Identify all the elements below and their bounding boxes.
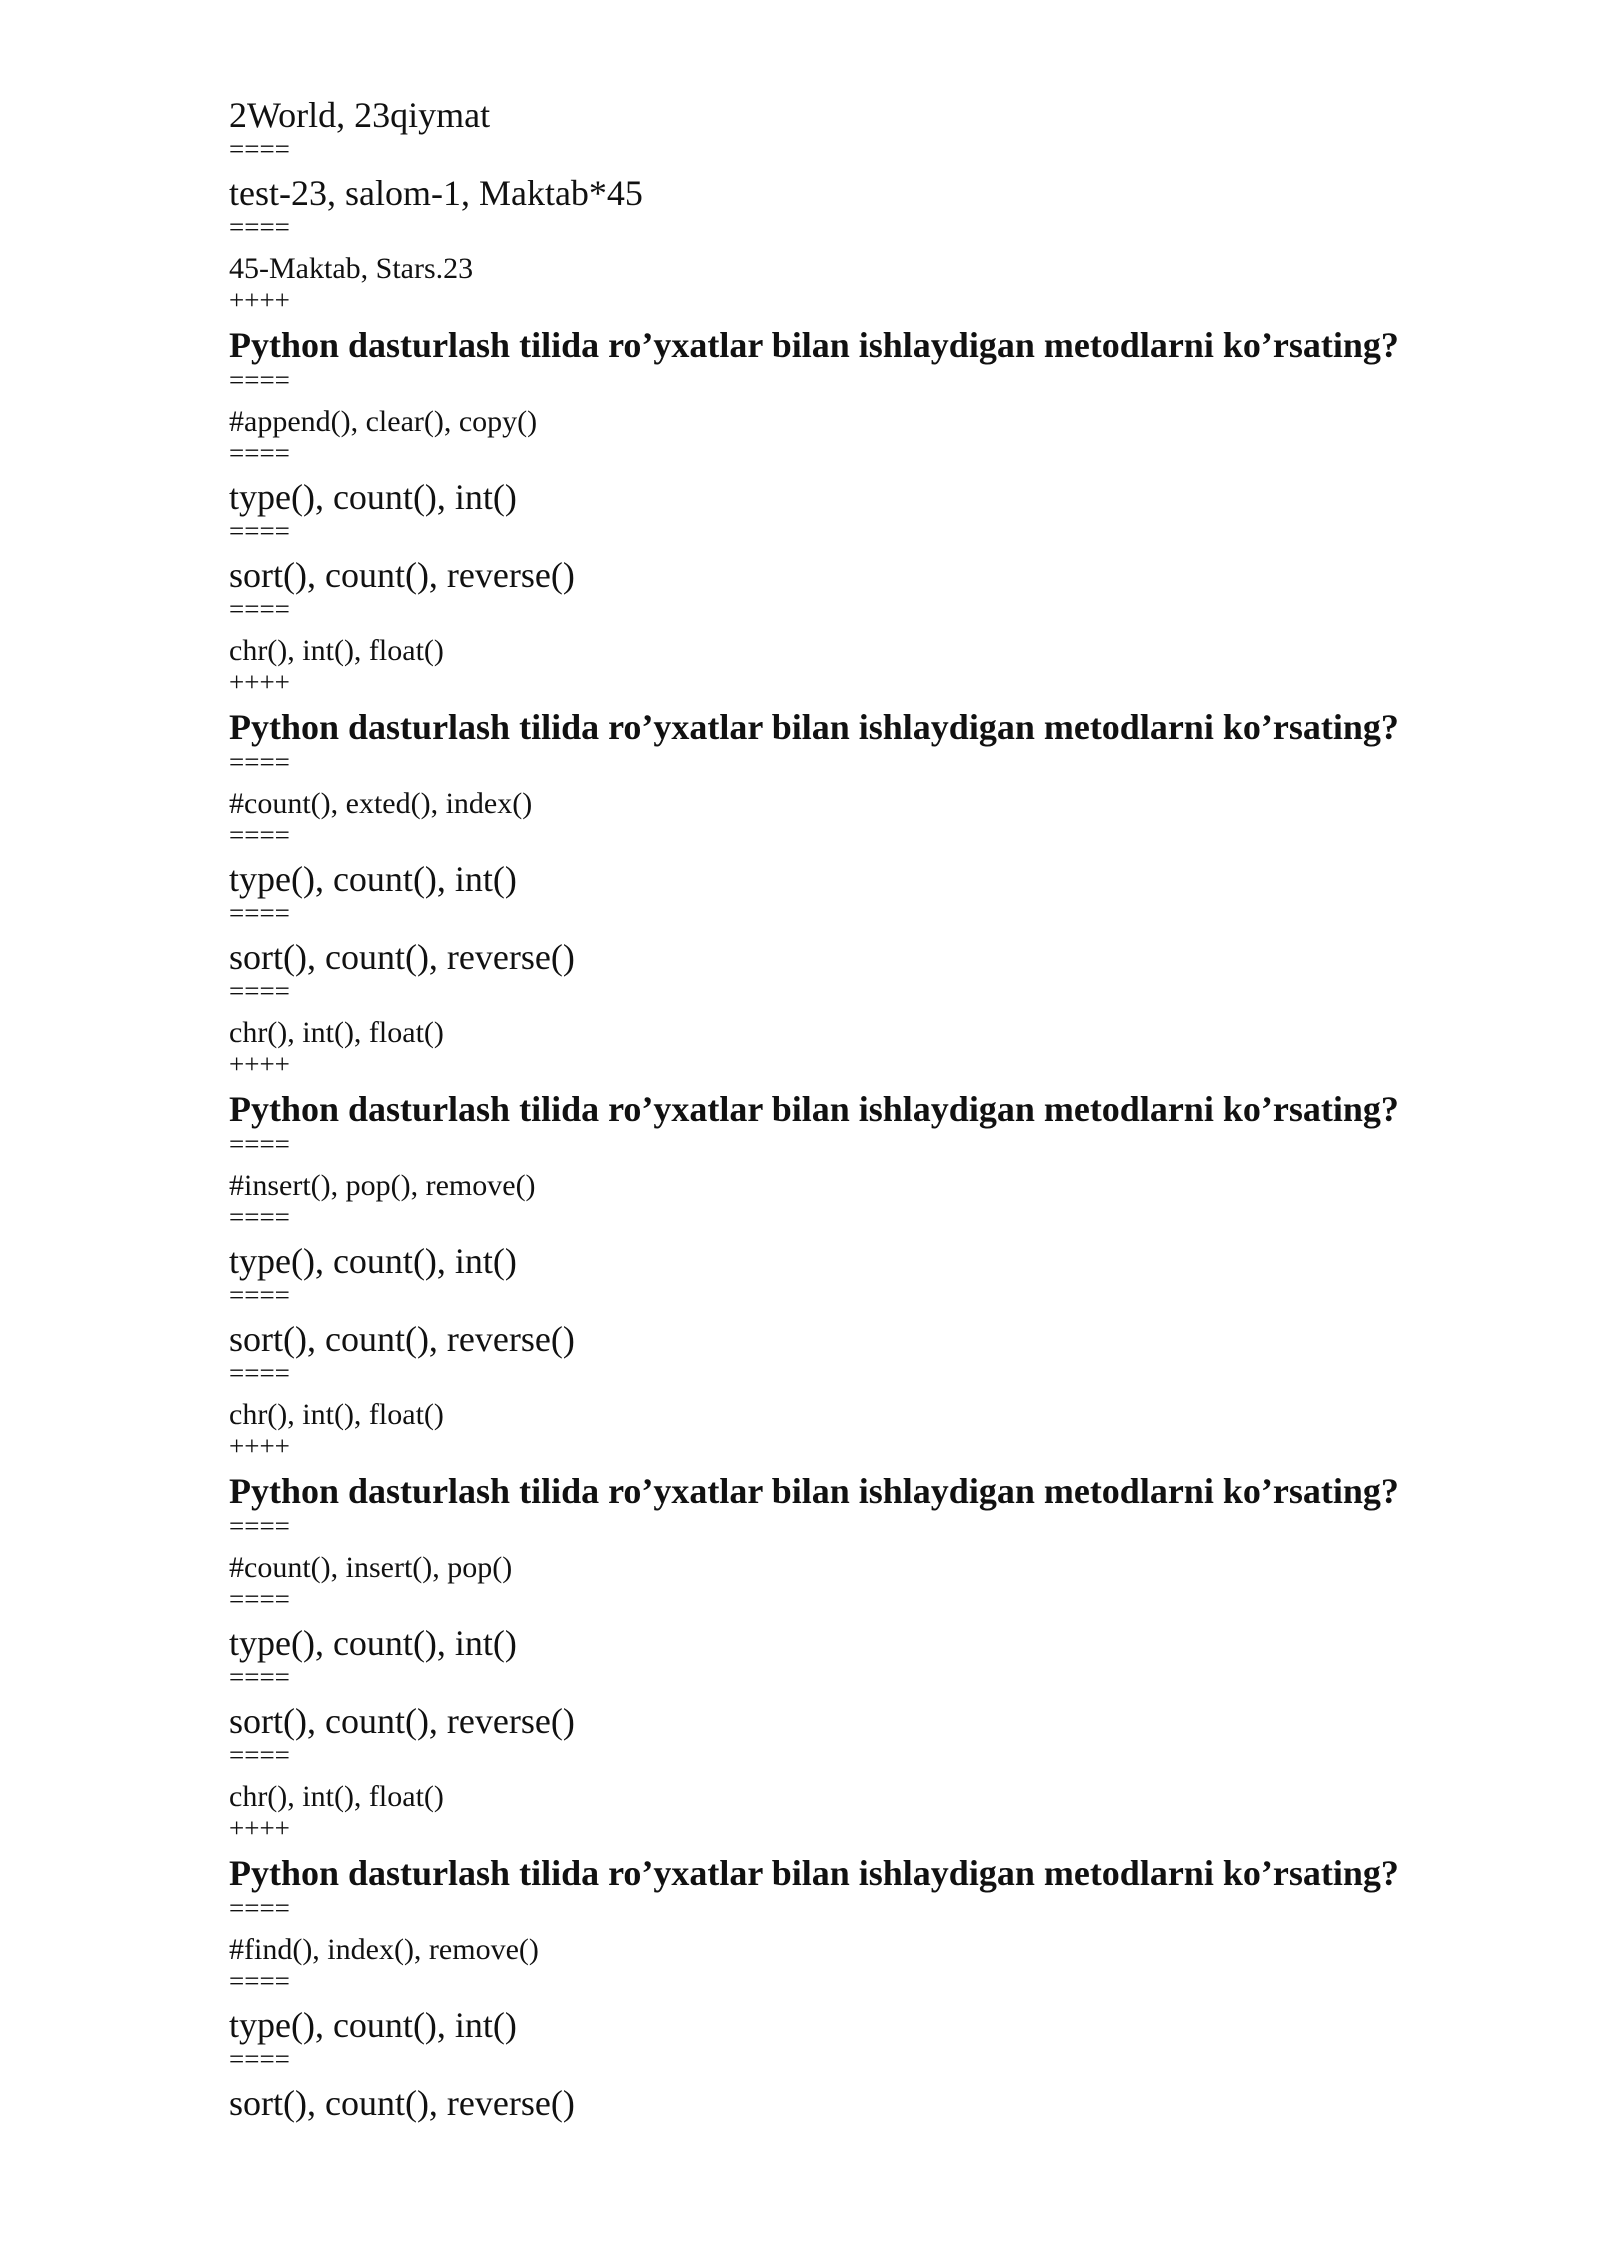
- question-text: Python dasturlash tilida ro’yxatlar bilan ishlaydigan metodlarni ko’rsating?: [229, 1089, 1399, 1129]
- question-text: Python dasturlash tilida ro’yxatlar bilan ishlaydigan metodlarni ko’rsating?: [229, 325, 1399, 365]
- answer-option-text: type(), count(), int(): [229, 1623, 517, 1663]
- answer-option-text: sort(), count(), reverse(): [229, 555, 575, 595]
- question-separator: ++++: [229, 285, 290, 315]
- separator-line: ====: [229, 594, 290, 624]
- answer-option-text: sort(), count(), reverse(): [229, 1701, 575, 1741]
- answer-option-text: sort(), count(), reverse(): [229, 2083, 575, 2123]
- separator-line: ====: [229, 1511, 290, 1541]
- question-text: Python dasturlash tilida ro’yxatlar bilan ishlaydigan metodlarni ko’rsating?: [229, 1471, 1399, 1511]
- separator-line: ====: [229, 1358, 290, 1388]
- separator-line: ====: [229, 898, 290, 928]
- separator-line: ====: [229, 134, 290, 164]
- answer-option-text: 45-Maktab, Stars.23: [229, 252, 474, 285]
- question-separator: ++++: [229, 1049, 290, 1079]
- separator-line: ====: [229, 1129, 290, 1159]
- answer-option-text: type(), count(), int(): [229, 477, 517, 517]
- separator-line: ====: [229, 1740, 290, 1770]
- question-separator: ++++: [229, 1431, 290, 1461]
- separator-line: ====: [229, 1662, 290, 1692]
- separator-line: ====: [229, 1202, 290, 1232]
- document-content: [229, 94, 1529, 2124]
- answer-option-text: type(), count(), int(): [229, 2005, 517, 2045]
- separator-line: ====: [229, 2044, 290, 2074]
- correct-answer-text: #count(), insert(), pop(): [229, 1551, 513, 1584]
- correct-answer-text: #count(), exted(), index(): [229, 787, 533, 820]
- correct-answer-text: #append(), clear(), copy(): [229, 405, 538, 438]
- separator-line: ====: [229, 212, 290, 242]
- correct-answer-text: #insert(), pop(), remove(): [229, 1169, 536, 1202]
- separator-line: ====: [229, 1966, 290, 1996]
- answer-option-text: 2World, 23qiymat: [229, 95, 491, 135]
- separator-line: ====: [229, 1584, 290, 1614]
- separator-line: ====: [229, 365, 290, 395]
- answer-option-text: type(), count(), int(): [229, 1241, 517, 1281]
- question-separator: ++++: [229, 667, 290, 697]
- correct-answer-text: #find(), index(), remove(): [229, 1933, 539, 1966]
- separator-line: ====: [229, 1893, 290, 1923]
- separator-line: ====: [229, 976, 290, 1006]
- answer-option-text: chr(), int(), float(): [229, 634, 444, 667]
- answer-option-text: chr(), int(), float(): [229, 1780, 444, 1813]
- answer-option-text: type(), count(), int(): [229, 859, 517, 899]
- separator-line: ====: [229, 820, 290, 850]
- separator-line: ====: [229, 516, 290, 546]
- answer-option-text: sort(), count(), reverse(): [229, 937, 575, 977]
- answer-option-text: sort(), count(), reverse(): [229, 1319, 575, 1359]
- answer-option-text: test-23, salom-1, Maktab*45: [229, 173, 643, 213]
- question-text: Python dasturlash tilida ro’yxatlar bilan ishlaydigan metodlarni ko’rsating?: [229, 1853, 1399, 1893]
- separator-line: ====: [229, 1280, 290, 1310]
- question-separator: ++++: [229, 1813, 290, 1843]
- answer-option-text: chr(), int(), float(): [229, 1016, 444, 1049]
- question-text: Python dasturlash tilida ro’yxatlar bilan ishlaydigan metodlarni ko’rsating?: [229, 707, 1399, 747]
- separator-line: ====: [229, 747, 290, 777]
- separator-line: ====: [229, 438, 290, 468]
- answer-option-text: chr(), int(), float(): [229, 1398, 444, 1431]
